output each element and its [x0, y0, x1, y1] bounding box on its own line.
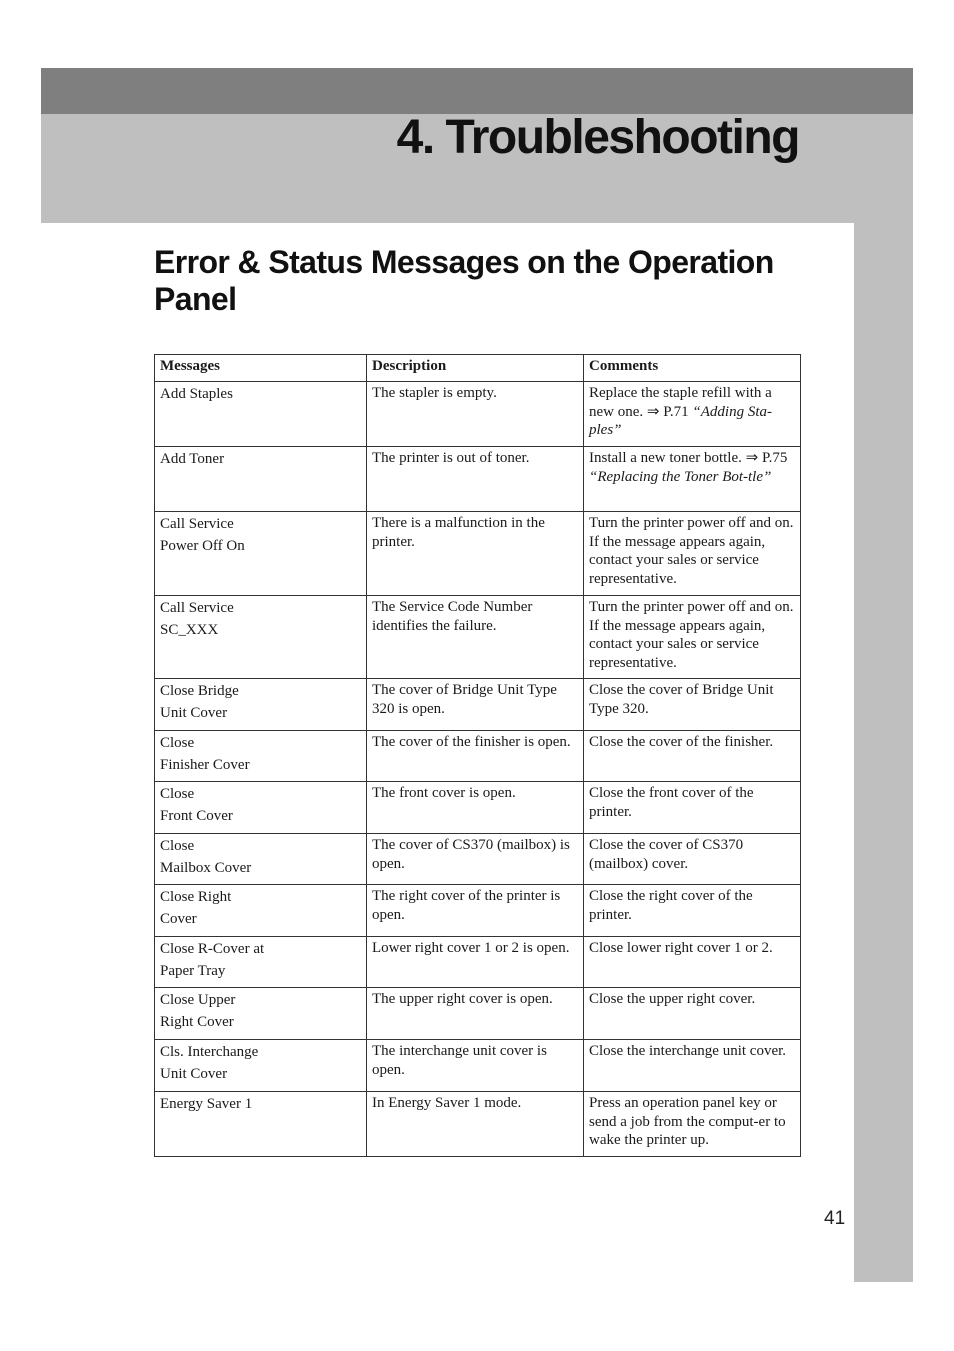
message-line: Front Cover [160, 808, 233, 824]
page-reference-title: “Replacing the Toner Bot-tle” [589, 468, 772, 485]
comment-cell [584, 1092, 801, 1157]
table-row [155, 834, 801, 885]
table-row [155, 885, 801, 937]
comment-cell [584, 679, 801, 731]
description-cell: The cover of CS370 (mailbox) is open. [367, 834, 584, 885]
message-line: Finisher Cover [160, 757, 250, 773]
message-line: Power Off On [160, 538, 245, 554]
comment-cell [584, 988, 801, 1040]
message-cell [155, 731, 367, 782]
description-cell: The front cover is open. [367, 782, 584, 834]
message-line: Unit Cover [160, 705, 228, 721]
message-cell [155, 447, 367, 512]
message-line: Close Bridge [160, 683, 239, 699]
message-line: Call Service [160, 600, 234, 616]
message-line: Close Upper [160, 992, 236, 1008]
message-line: Paper Tray [160, 963, 226, 979]
comment-text: Close the cover of CS370 (mailbox) cover. [589, 837, 744, 872]
comment-cell [584, 885, 801, 937]
comment-text: Turn the printer power off and on. If the message appears again, contact your sales or service representative. [589, 599, 794, 671]
comment-cell [584, 731, 801, 782]
message-line: Close [160, 838, 195, 854]
comment-text: Close the cover of Bridge Unit Type 320. [589, 682, 774, 717]
description-cell: Lower right cover 1 or 2 is open. [367, 937, 584, 988]
message-line: Unit Cover [160, 1066, 228, 1082]
comment-text: Close the upper right cover. [589, 991, 756, 1007]
table-row [155, 382, 801, 447]
message-line: Add Staples [160, 386, 233, 402]
message-line: Energy Saver 1 [160, 1096, 253, 1112]
page-number: 41 [824, 1208, 846, 1229]
message-cell [155, 512, 367, 596]
messages-table [154, 354, 801, 1157]
comment-text: Close the front cover of the printer. [589, 785, 754, 820]
message-cell [155, 782, 367, 834]
table-header-row [155, 355, 801, 382]
comment-text: Close the cover of the finisher. [589, 734, 774, 750]
table-row [155, 988, 801, 1040]
column-header-messages: Messages [155, 355, 367, 382]
comment-cell [584, 512, 801, 596]
comment-text: Close the interchange unit cover. [589, 1043, 787, 1059]
message-line: Mailbox Cover [160, 860, 252, 876]
comment-cell [584, 1040, 801, 1092]
comment-text: Close the right cover of the printer. [589, 888, 753, 923]
chapter-band-dark [41, 68, 913, 114]
comment-cell [584, 937, 801, 988]
comment-cell [584, 596, 801, 679]
column-header-description: Description [367, 355, 584, 382]
description-cell: There is a malfunction in the printer. [367, 512, 584, 596]
comment-cell [584, 834, 801, 885]
message-cell [155, 382, 367, 447]
description-cell: The Service Code Number identifies the failure. [367, 596, 584, 679]
message-line: Call Service [160, 516, 234, 532]
description-cell: The upper right cover is open. [367, 988, 584, 1040]
comment-text: Replace the staple refill with a new one. ⇒ P.71 [589, 385, 772, 420]
message-cell [155, 596, 367, 679]
description-cell: The stapler is empty. [367, 382, 584, 447]
description-cell: The right cover of the printer is open. [367, 885, 584, 937]
column-header-comments: Comments [584, 355, 801, 382]
description-cell: The cover of Bridge Unit Type 320 is open. [367, 679, 584, 731]
description-cell: The printer is out of toner. [367, 447, 584, 512]
comment-text: Close lower right cover 1 or 2. [589, 940, 773, 956]
comment-text: Turn the printer power off and on. If the message appears again, contact your sales or service representative. [589, 515, 794, 587]
table-row [155, 1040, 801, 1092]
message-line: Cover [160, 911, 197, 927]
comment-text: Install a new toner bottle. ⇒ P.75 [589, 450, 788, 466]
message-cell [155, 988, 367, 1040]
table-row [155, 731, 801, 782]
table-row [155, 596, 801, 679]
comment-cell [584, 382, 801, 447]
message-line: Close R-Cover at [160, 941, 265, 957]
message-line: Right Cover [160, 1014, 234, 1030]
message-cell [155, 834, 367, 885]
side-tab-strip [854, 223, 913, 1282]
table-row [155, 1092, 801, 1157]
message-cell [155, 1092, 367, 1157]
message-cell [155, 679, 367, 731]
message-cell [155, 1040, 367, 1092]
message-cell [155, 937, 367, 988]
table-body [155, 382, 801, 1157]
chapter-title: 4. Troubleshooting [396, 111, 799, 164]
message-cell [155, 885, 367, 937]
page-reference-title: “Adding Sta-ples” [589, 403, 772, 438]
table-row [155, 679, 801, 731]
description-cell: In Energy Saver 1 mode. [367, 1092, 584, 1157]
section-title: Error & Status Messages on the Operation Panel [154, 244, 774, 317]
table-row [155, 782, 801, 834]
description-cell: The interchange unit cover is open. [367, 1040, 584, 1092]
description-cell: The cover of the finisher is open. [367, 731, 584, 782]
message-line: Close Right [160, 889, 232, 905]
message-line: Add Toner [160, 451, 225, 467]
table-row [155, 937, 801, 988]
message-line: SC_XXX [160, 622, 219, 638]
message-line: Close [160, 786, 195, 802]
comment-cell [584, 782, 801, 834]
table-row [155, 447, 801, 512]
comment-cell [584, 447, 801, 512]
table-row [155, 512, 801, 596]
comment-text: Press an operation panel key or send a job from the comput-er to wake the printer up. [589, 1095, 786, 1148]
message-line: Cls. Interchange [160, 1044, 259, 1060]
message-line: Close [160, 735, 195, 751]
